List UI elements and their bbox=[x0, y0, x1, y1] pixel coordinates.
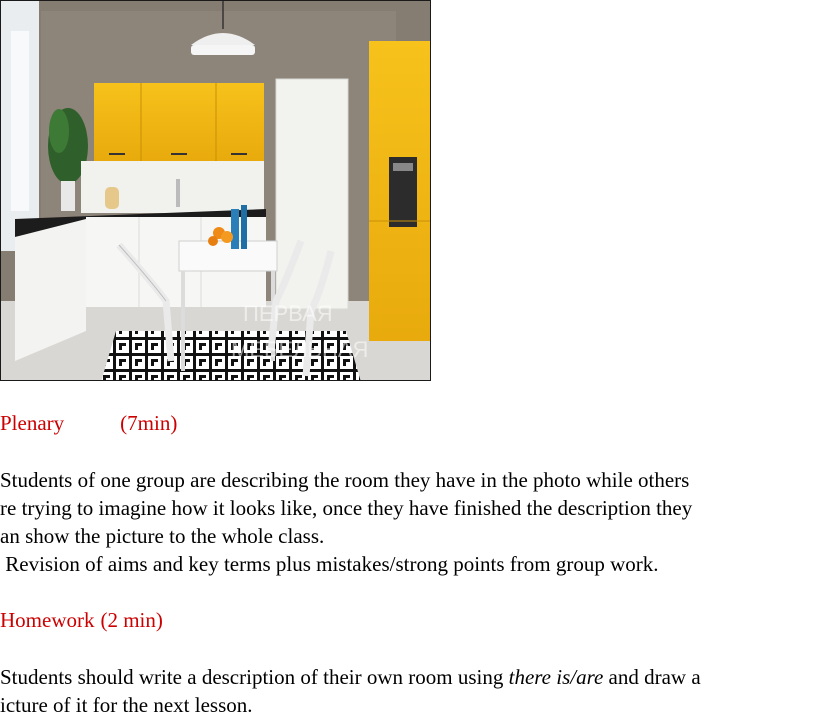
homework-line-2: icture of it for the next lesson. bbox=[0, 693, 253, 717]
watermark-line1: ПЕРВАЯ bbox=[243, 301, 333, 326]
homework-heading bbox=[0, 606, 816, 634]
plenary-line-4: Revision of aims and key terms plus mistakes/strong points from group work. bbox=[0, 552, 659, 576]
plenary-line-1: Students of one group are describing the room they have in the photo while others bbox=[0, 468, 690, 492]
plenary-line-2: re trying to imagine how it looks like, once they have finished the description they bbox=[0, 496, 693, 520]
plenary-line-3: an show the picture to the whole class. bbox=[0, 524, 325, 548]
homework-line1-after: and draw a bbox=[603, 665, 701, 689]
homework-line-1 bbox=[0, 663, 816, 691]
kitchen-illustration bbox=[1, 1, 431, 381]
plenary-heading bbox=[0, 409, 816, 437]
plenary-title: Plenary bbox=[0, 411, 65, 435]
homework-line1-before: Students should write a description of their own room using bbox=[0, 665, 509, 689]
watermark-line2: МЕБЕЛЬНАЯ bbox=[231, 337, 369, 362]
homework-time: (2 min) bbox=[100, 608, 163, 632]
homework-line1-italic: there is/are bbox=[508, 665, 604, 689]
kitchen-photo bbox=[0, 0, 431, 381]
plenary-time: (7min) bbox=[120, 411, 178, 435]
homework-title: Homework bbox=[0, 608, 95, 632]
